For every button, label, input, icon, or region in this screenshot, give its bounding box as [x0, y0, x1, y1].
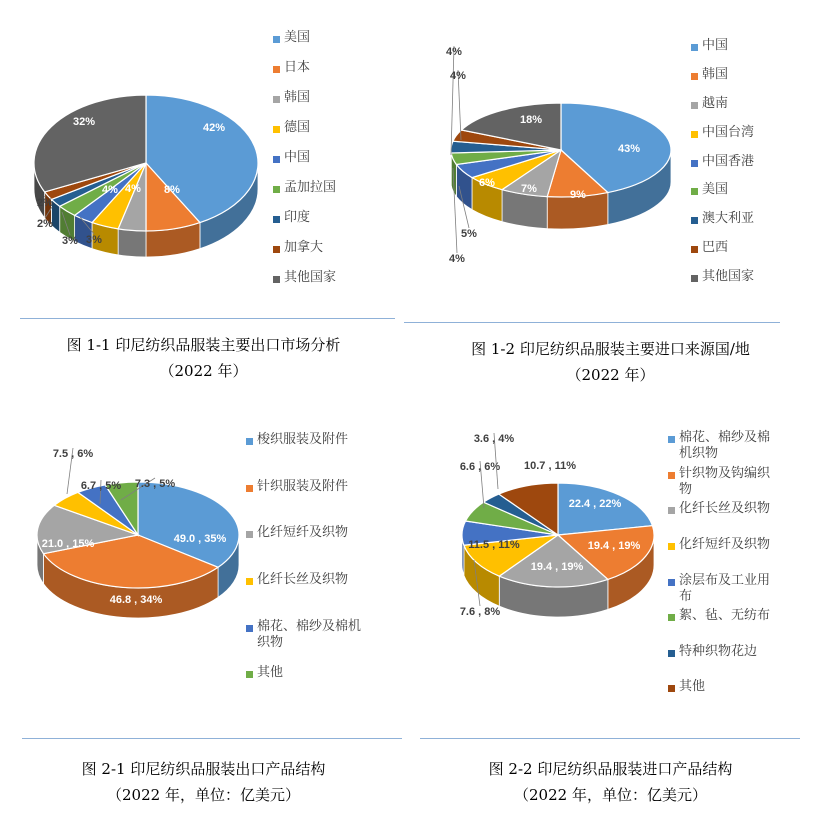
legend-swatch-4: [690, 159, 699, 168]
legend-swatch-2: [667, 506, 676, 515]
legend-item-7: [690, 240, 810, 256]
legend-swatch-1: [245, 484, 254, 493]
legend-item-7: [272, 240, 402, 256]
legend-label-7: 加拿大: [284, 240, 324, 255]
legend-swatch-3: [272, 125, 281, 134]
data-label-5: 7.3 , 5%: [134, 478, 176, 490]
chart-import-sources: [407, 0, 814, 300]
legend-item-4: [690, 154, 810, 170]
legend-swatch-0: [245, 437, 254, 446]
legend-label-0: 棉花、棉纱及棉机织物: [679, 430, 771, 461]
legend-swatch-8: [272, 275, 281, 284]
legend-swatch-0: [272, 35, 281, 44]
legend-label-5: 美国: [702, 182, 729, 198]
legend-item-0: [245, 432, 370, 448]
legend-swatch-5: [667, 613, 676, 622]
legend-label-0: 中国: [702, 38, 729, 53]
legend-label-5: 其他: [257, 665, 284, 681]
legend-swatch-3: [690, 130, 699, 139]
legend-item-7: [667, 679, 777, 695]
data-label-4: 6.7 , 5%: [80, 480, 122, 492]
legend-label-4: 涂层布及工业用布: [679, 572, 771, 604]
legend-item-1: [245, 479, 370, 495]
legend-label-6: 印度: [284, 210, 311, 225]
legend-item-1: [667, 466, 777, 498]
legend-swatch-4: [272, 155, 281, 164]
data-label-6: 2%: [37, 218, 53, 230]
legend-item-4: [272, 150, 402, 166]
caption-2: [407, 336, 814, 388]
legend-label-2: 韩国: [284, 90, 311, 105]
legend-item-5: [690, 182, 810, 198]
legend-label-3: 化纤长丝及织物: [257, 572, 349, 587]
divider-4: [420, 738, 800, 739]
legend-swatch-3: [667, 542, 676, 551]
data-label-1: 46.8 , 34%: [109, 594, 163, 606]
legend-swatch-7: [667, 684, 676, 693]
legend-label-0: 美国: [284, 30, 311, 45]
legend-item-6: [667, 644, 777, 660]
data-label-3: 11.5 , 11%: [468, 539, 520, 551]
legend-item-3: [667, 537, 777, 553]
legend-label-6: 特种织物花边: [679, 643, 758, 659]
data-label-2: 21.0 , 15%: [41, 538, 95, 550]
legend-swatch-5: [690, 187, 699, 196]
data-label-0: 42%: [202, 122, 226, 134]
data-label-6: 4%: [446, 46, 462, 58]
legend-item-1: [272, 60, 402, 76]
data-label-0: 22.4 , 22%: [568, 498, 622, 510]
pie-side-2: [118, 229, 146, 257]
legend-label-6: 澳大利亚: [702, 211, 755, 227]
data-label-3: 4%: [102, 184, 118, 196]
legend-swatch-4: [667, 578, 676, 587]
legend-label-1: 针织物及钩编织物: [679, 465, 771, 497]
legend-swatch-6: [667, 649, 676, 658]
legend-label-4: 棉花、棉纱及棉机织物: [257, 618, 362, 650]
legend-export-markets: [272, 30, 402, 300]
data-label-1: 19.4 , 19%: [587, 540, 641, 552]
data-label-2: 7%: [521, 183, 537, 195]
caption-1-line1: 图 1-1 印尼纺织品服装主要出口市场分析: [66, 336, 341, 354]
legend-label-1: 韩国: [702, 66, 729, 82]
caption-2-line2: （2022 年）: [566, 366, 655, 384]
data-label-7: 10.7 , 11%: [524, 460, 576, 472]
legend-item-5: [272, 180, 402, 196]
legend-swatch-1: [690, 72, 699, 81]
legend-label-2: 化纤短纤及织物: [257, 525, 349, 541]
legend-label-4: 中国香港: [702, 153, 755, 169]
legend-label-3: 化纤短纤及织物: [679, 536, 771, 552]
legend-item-4: [245, 619, 370, 651]
legend-item-0: [667, 430, 777, 462]
legend-label-0: 梭织服装及附件: [257, 432, 349, 447]
legend-label-1: 日本: [284, 60, 311, 75]
leader-line-6: [451, 46, 454, 155]
legend-swatch-6: [272, 215, 281, 224]
legend-swatch-2: [690, 101, 699, 110]
legend-item-2: [272, 90, 402, 106]
legend-item-8: [690, 269, 810, 285]
chart-export-markets: [0, 0, 407, 300]
legend-item-4: [667, 573, 777, 605]
legend-item-5: [245, 665, 370, 681]
legend-import-products: [667, 430, 777, 715]
data-label-0: 43%: [617, 143, 641, 155]
data-label-4: 3%: [86, 234, 102, 246]
data-label-5: 3%: [62, 235, 78, 247]
data-label-5: 6.6 , 6%: [459, 461, 501, 473]
legend-export-products: [245, 432, 370, 712]
data-label-5: 4%: [449, 253, 465, 265]
legend-item-5: [667, 608, 777, 624]
legend-item-1: [690, 67, 810, 83]
legend-swatch-4: [245, 624, 254, 633]
caption-1: [0, 332, 407, 384]
data-label-1: 8%: [164, 184, 180, 196]
legend-item-8: [272, 270, 402, 286]
legend-item-3: [245, 572, 370, 588]
legend-swatch-1: [667, 471, 676, 480]
legend-label-5: 孟加拉国: [284, 180, 337, 195]
legend-item-3: [690, 125, 810, 141]
data-label-2: 19.4 , 19%: [530, 561, 584, 573]
legend-label-8: 其他国家: [284, 270, 337, 285]
legend-swatch-2: [272, 95, 281, 104]
caption-4-line1: 图 2-2 印尼纺织品服装进口产品结构: [488, 760, 733, 778]
legend-swatch-0: [690, 43, 699, 52]
legend-item-2: [245, 525, 370, 541]
data-label-4: 7.6 , 8%: [459, 606, 501, 618]
caption-4-line2: （2022 年，单位：亿美元）: [514, 786, 707, 804]
legend-item-2: [667, 501, 777, 517]
divider-2: [404, 322, 780, 323]
data-label-4: 5%: [461, 228, 477, 240]
legend-import-sources: [690, 38, 810, 298]
divider-1: [20, 318, 395, 319]
legend-item-0: [272, 30, 402, 46]
legend-swatch-7: [272, 245, 281, 254]
data-label-7: 4%: [450, 70, 466, 82]
data-label-8: 18%: [519, 114, 543, 126]
data-label-2: 4%: [125, 183, 141, 195]
legend-swatch-8: [690, 274, 699, 283]
legend-swatch-1: [272, 65, 281, 74]
legend-swatch-2: [245, 530, 254, 539]
caption-4: [407, 756, 814, 808]
legend-label-8: 其他国家: [702, 269, 755, 285]
legend-label-7: 巴西: [702, 240, 729, 256]
legend-label-7: 其他: [679, 679, 706, 695]
data-label-1: 9%: [570, 189, 586, 201]
data-label-3: 6%: [479, 177, 495, 189]
legend-label-4: 中国: [284, 150, 311, 165]
caption-2-line1: 图 1-2 印尼纺织品服装主要进口来源国/地: [471, 340, 750, 358]
legend-item-6: [272, 210, 402, 226]
caption-3-line2: （2022 年，单位：亿美元）: [107, 786, 300, 804]
divider-3: [22, 738, 402, 739]
legend-label-2: 越南: [702, 95, 729, 111]
legend-swatch-0: [667, 435, 676, 444]
chart-export-products: [0, 420, 407, 720]
legend-swatch-6: [690, 216, 699, 225]
chart-import-products: [407, 420, 814, 720]
caption-3: [0, 756, 407, 808]
data-label-6: 3.6 , 4%: [473, 433, 515, 445]
legend-label-1: 针织服装及附件: [257, 478, 349, 494]
legend-item-2: [690, 96, 810, 112]
legend-item-0: [690, 38, 810, 54]
legend-label-5: 絮、毡、无纺布: [679, 608, 771, 624]
caption-1-line2: （2022 年）: [159, 362, 248, 380]
legend-item-6: [690, 211, 810, 227]
legend-label-2: 化纤长丝及织物: [679, 501, 771, 517]
legend-swatch-5: [245, 670, 254, 679]
pie-tops: [34, 95, 258, 231]
data-label-3: 7.5 , 6%: [52, 448, 94, 460]
legend-label-3: 中国台湾: [702, 124, 755, 140]
legend-swatch-3: [245, 577, 254, 586]
legend-swatch-5: [272, 185, 281, 194]
legend-label-3: 德国: [284, 120, 311, 135]
data-label-8: 32%: [72, 116, 96, 128]
data-label-0: 49.0 , 35%: [173, 533, 227, 545]
legend-swatch-7: [690, 245, 699, 254]
data-label-7: 2%: [37, 197, 53, 209]
caption-3-line1: 图 2-1 印尼纺织品服装出口产品结构: [81, 760, 326, 778]
legend-item-3: [272, 120, 402, 136]
